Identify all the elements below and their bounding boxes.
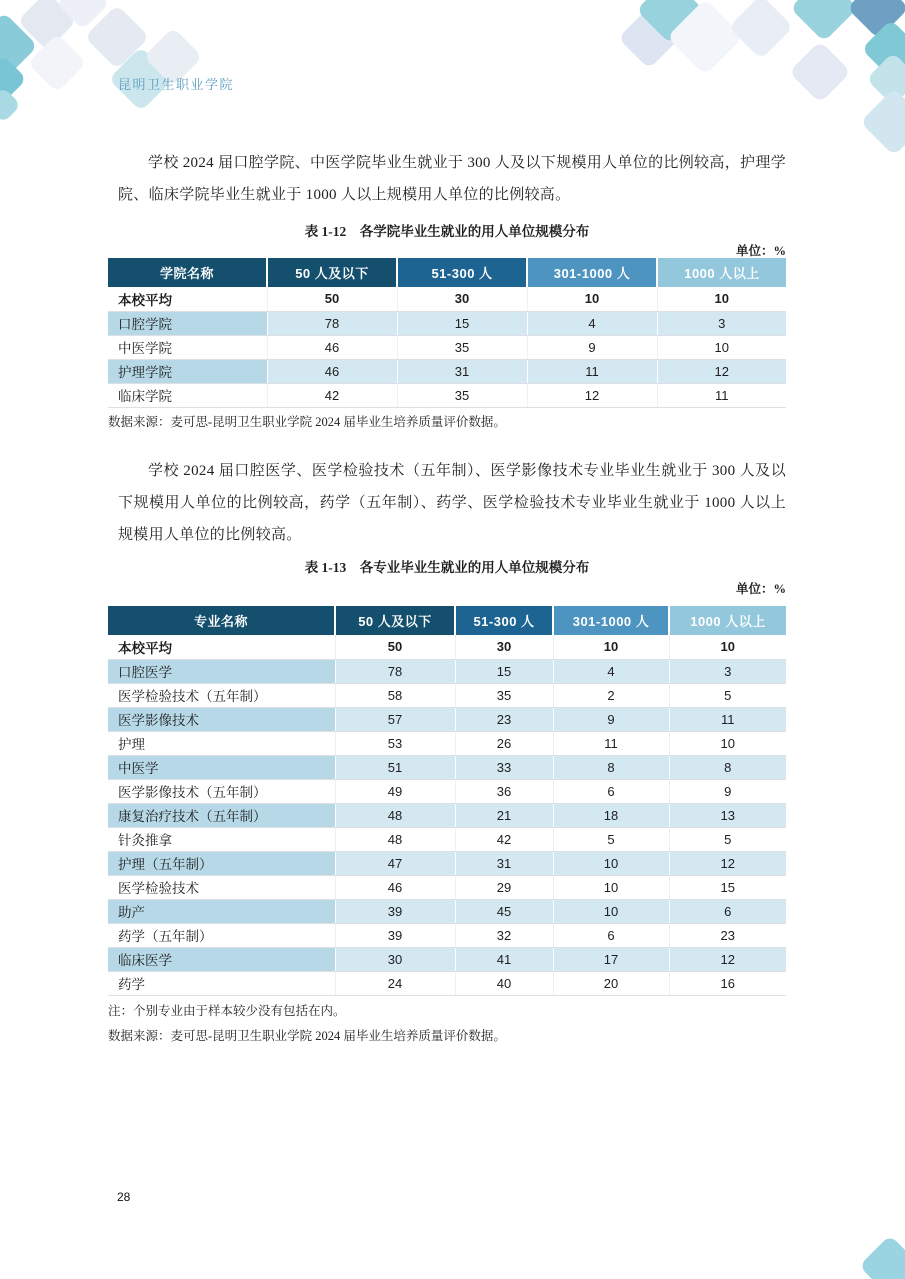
cell-value: 10 xyxy=(527,287,657,311)
cell-value: 16 xyxy=(669,971,786,995)
intro-paragraph-colleges: 学校 2024 届口腔学院、中医学院毕业生就业于 300 人及以下规模用人单位的比例较高，护理学院、临床学院毕业生就业于 1000 人以上规模用人单位的比例较高。 xyxy=(118,155,786,203)
major-employer-size-table xyxy=(108,606,786,996)
cell-value: 29 xyxy=(455,875,553,899)
table-row xyxy=(108,311,786,335)
cell-value: 5 xyxy=(669,683,786,707)
column-header: 1000 人以上 xyxy=(657,258,786,287)
cell-value: 6 xyxy=(553,923,669,947)
table-row xyxy=(108,755,786,779)
decorative-diamond xyxy=(27,33,86,92)
row-label: 本校平均 xyxy=(108,287,267,311)
row-label: 临床医学 xyxy=(108,947,335,971)
decorative-diamond xyxy=(859,1235,905,1279)
cell-value: 11 xyxy=(553,731,669,755)
table2-note: 注：个别专业由于样本较少没有包括在内。 xyxy=(108,1004,346,1018)
cell-value: 49 xyxy=(335,779,455,803)
table-row xyxy=(108,827,786,851)
row-label: 护理 xyxy=(108,731,335,755)
table-row xyxy=(108,383,786,407)
row-label: 临床学院 xyxy=(108,383,267,407)
cell-value: 23 xyxy=(455,707,553,731)
cell-value: 12 xyxy=(527,383,657,407)
cell-value: 5 xyxy=(669,827,786,851)
table1-caption: 表 1-12 各学院毕业生就业的用人单位规模分布 xyxy=(304,224,590,239)
cell-value: 3 xyxy=(669,659,786,683)
table-row xyxy=(108,947,786,971)
cell-value: 6 xyxy=(669,899,786,923)
cell-value: 30 xyxy=(335,947,455,971)
table2-unit-label: 单位：% xyxy=(735,582,786,596)
cell-value: 23 xyxy=(669,923,786,947)
table2-data-source: 数据来源：麦可思-昆明卫生职业学院 2024 届毕业生培养质量评价数据。 xyxy=(108,1029,506,1043)
cell-value: 42 xyxy=(267,383,397,407)
table-row xyxy=(108,287,786,311)
cell-value: 10 xyxy=(553,899,669,923)
cell-value: 15 xyxy=(455,659,553,683)
cell-value: 21 xyxy=(455,803,553,827)
page-number: 28 xyxy=(117,1190,131,1204)
cell-value: 10 xyxy=(669,731,786,755)
table-row xyxy=(108,731,786,755)
row-label: 助产 xyxy=(108,899,335,923)
decorative-diamond xyxy=(728,0,793,60)
row-label: 中医学 xyxy=(108,755,335,779)
table-row xyxy=(108,899,786,923)
row-label: 药学（五年制） xyxy=(108,923,335,947)
cell-value: 30 xyxy=(455,635,553,659)
column-header: 1000 人以上 xyxy=(669,606,786,635)
table-row xyxy=(108,635,786,659)
cell-value: 51 xyxy=(335,755,455,779)
row-label: 护理（五年制） xyxy=(108,851,335,875)
column-header: 51-300 人 xyxy=(397,258,527,287)
college-employer-size-table xyxy=(108,258,786,408)
cell-value: 8 xyxy=(669,755,786,779)
cell-value: 5 xyxy=(553,827,669,851)
cell-value: 4 xyxy=(553,659,669,683)
cell-value: 10 xyxy=(657,287,786,311)
column-header: 50 人及以下 xyxy=(267,258,397,287)
cell-value: 15 xyxy=(669,875,786,899)
cell-value: 13 xyxy=(669,803,786,827)
row-label: 口腔学院 xyxy=(108,311,267,335)
cell-value: 48 xyxy=(335,803,455,827)
cell-value: 6 xyxy=(553,779,669,803)
row-label: 针灸推拿 xyxy=(108,827,335,851)
cell-value: 15 xyxy=(397,311,527,335)
table-row xyxy=(108,875,786,899)
row-label: 药学 xyxy=(108,971,335,995)
table2-caption: 表 1-13 各专业毕业生就业的用人单位规模分布 xyxy=(304,560,590,575)
cell-value: 11 xyxy=(657,383,786,407)
cell-value: 8 xyxy=(553,755,669,779)
row-label: 中医学院 xyxy=(108,335,267,359)
table1-unit-label: 单位：% xyxy=(735,244,786,258)
cell-value: 31 xyxy=(397,359,527,383)
cell-value: 26 xyxy=(455,731,553,755)
cell-value: 39 xyxy=(335,923,455,947)
table-row xyxy=(108,803,786,827)
table-row xyxy=(108,971,786,995)
cell-value: 50 xyxy=(335,635,455,659)
column-header: 专业名称 xyxy=(108,606,335,635)
cell-value: 30 xyxy=(397,287,527,311)
cell-value: 17 xyxy=(553,947,669,971)
table-row xyxy=(108,779,786,803)
row-label: 医学检验技术（五年制） xyxy=(108,683,335,707)
cell-value: 10 xyxy=(553,875,669,899)
column-header: 50 人及以下 xyxy=(335,606,455,635)
decorative-diamond xyxy=(789,41,851,103)
cell-value: 10 xyxy=(553,635,669,659)
column-header: 51-300 人 xyxy=(455,606,553,635)
cell-value: 78 xyxy=(335,659,455,683)
column-header: 学院名称 xyxy=(108,258,267,287)
column-header: 301-1000 人 xyxy=(553,606,669,635)
row-label: 康复治疗技术（五年制） xyxy=(108,803,335,827)
table-row xyxy=(108,851,786,875)
cell-value: 12 xyxy=(657,359,786,383)
cell-value: 10 xyxy=(553,851,669,875)
table-row xyxy=(108,359,786,383)
table-header-row xyxy=(108,258,786,287)
cell-value: 46 xyxy=(267,335,397,359)
cell-value: 46 xyxy=(267,359,397,383)
cell-value: 11 xyxy=(527,359,657,383)
cell-value: 31 xyxy=(455,851,553,875)
column-header: 301-1000 人 xyxy=(527,258,657,287)
cell-value: 11 xyxy=(669,707,786,731)
table-row xyxy=(108,707,786,731)
table-row xyxy=(108,335,786,359)
cell-value: 48 xyxy=(335,827,455,851)
cell-value: 12 xyxy=(669,851,786,875)
school-name-header: 昆明卫生职业学院 xyxy=(118,77,235,92)
cell-value: 40 xyxy=(455,971,553,995)
cell-value: 47 xyxy=(335,851,455,875)
cell-value: 10 xyxy=(657,335,786,359)
table-row xyxy=(108,659,786,683)
cell-value: 50 xyxy=(267,287,397,311)
cell-value: 4 xyxy=(527,311,657,335)
table-row xyxy=(108,683,786,707)
row-label: 医学影像技术（五年制） xyxy=(108,779,335,803)
cell-value: 9 xyxy=(527,335,657,359)
cell-value: 3 xyxy=(657,311,786,335)
cell-value: 9 xyxy=(669,779,786,803)
table-row xyxy=(108,923,786,947)
cell-value: 20 xyxy=(553,971,669,995)
decorative-diamond xyxy=(860,88,905,156)
cell-value: 41 xyxy=(455,947,553,971)
cell-value: 35 xyxy=(397,335,527,359)
cell-value: 24 xyxy=(335,971,455,995)
row-label: 医学检验技术 xyxy=(108,875,335,899)
cell-value: 42 xyxy=(455,827,553,851)
cell-value: 45 xyxy=(455,899,553,923)
cell-value: 32 xyxy=(455,923,553,947)
table1-data-source: 数据来源：麦可思-昆明卫生职业学院 2024 届毕业生培养质量评价数据。 xyxy=(108,415,506,429)
row-label: 口腔医学 xyxy=(108,659,335,683)
cell-value: 10 xyxy=(669,635,786,659)
row-label: 本校平均 xyxy=(108,635,335,659)
cell-value: 58 xyxy=(335,683,455,707)
cell-value: 12 xyxy=(669,947,786,971)
cell-value: 36 xyxy=(455,779,553,803)
row-label: 护理学院 xyxy=(108,359,267,383)
cell-value: 18 xyxy=(553,803,669,827)
decorative-diamond xyxy=(790,0,858,42)
cell-value: 46 xyxy=(335,875,455,899)
cell-value: 57 xyxy=(335,707,455,731)
cell-value: 33 xyxy=(455,755,553,779)
table-header-row xyxy=(108,606,786,635)
cell-value: 53 xyxy=(335,731,455,755)
cell-value: 78 xyxy=(267,311,397,335)
row-label: 医学影像技术 xyxy=(108,707,335,731)
cell-value: 39 xyxy=(335,899,455,923)
cell-value: 2 xyxy=(553,683,669,707)
cell-value: 9 xyxy=(553,707,669,731)
cell-value: 35 xyxy=(455,683,553,707)
cell-value: 35 xyxy=(397,383,527,407)
intro-paragraph-majors: 学校 2024 届口腔医学、医学检验技术（五年制）、医学影像技术专业毕业生就业于 300 人及以下规模用人单位的比例较高，药学（五年制）、药学、医学检验技术专业毕业生就业于 1000 人以上规模用人单位的比例较高。 xyxy=(118,463,786,543)
